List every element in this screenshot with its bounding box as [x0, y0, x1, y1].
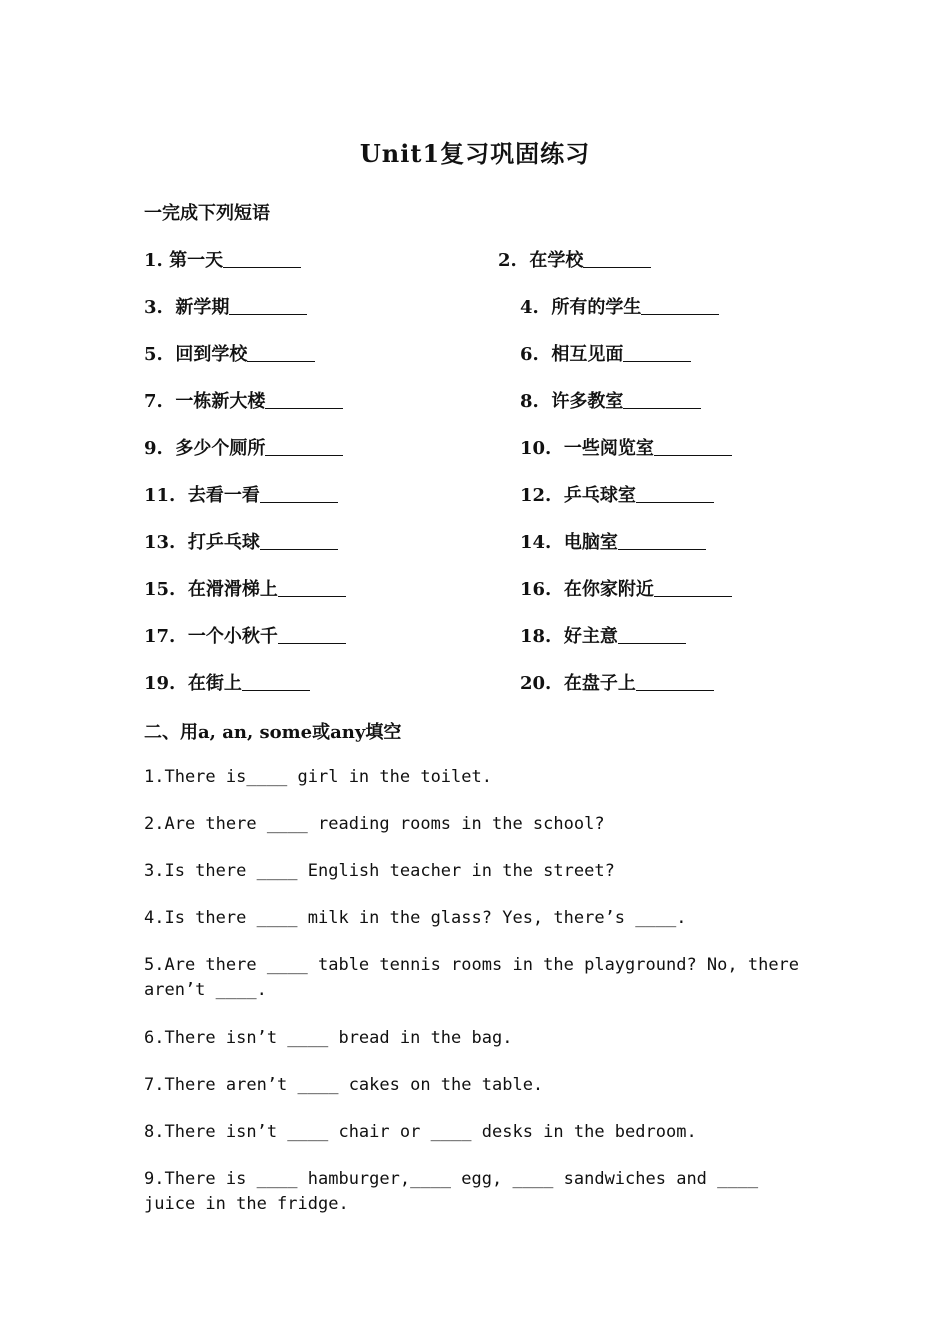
question-item: 5.Are there ____ table tennis rooms in the playground? No, there aren’t ____.: [144, 955, 810, 1000]
phrase-item: 1. 第一天: [144, 246, 301, 272]
answer-blank[interactable]: [265, 390, 343, 409]
answer-blank[interactable]: [242, 672, 310, 691]
phrase-item: 20. 在盘子上: [520, 669, 714, 695]
phrase-item: 7. 一栋新大楼: [144, 387, 343, 413]
phrase-item: 8. 许多教室: [520, 387, 701, 413]
question-item: 4.Is there ____ milk in the glass? Yes, there’s ____.: [144, 908, 687, 928]
answer-blank[interactable]: [278, 625, 346, 644]
worksheet-title: Unit1复习巩固练习: [359, 139, 591, 168]
question-item: 1.There is____ girl in the toilet.: [144, 767, 492, 787]
phrase-item: 13. 打乒乓球: [144, 528, 338, 554]
answer-blank[interactable]: [278, 578, 346, 597]
phrase-item: 5. 回到学校: [144, 340, 315, 366]
phrase-item: 3. 新学期: [144, 293, 307, 319]
answer-blank[interactable]: [247, 343, 315, 362]
answer-blank[interactable]: [623, 390, 701, 409]
answer-blank[interactable]: [618, 625, 686, 644]
phrase-item: 2. 在学校: [498, 246, 651, 272]
question-item: 8.There isn’t ____ chair or ____ desks in the bedroom.: [144, 1122, 697, 1142]
phrase-item: 11. 去看一看: [144, 481, 338, 507]
question-item: 7.There aren’t ____ cakes on the table.: [144, 1075, 544, 1095]
phrase-item: 19. 在街上: [144, 669, 310, 695]
answer-blank[interactable]: [223, 249, 301, 268]
answer-blank[interactable]: [260, 531, 338, 550]
answer-blank[interactable]: [265, 437, 343, 456]
phrase-item: 12. 乒乓球室: [520, 481, 714, 507]
answer-blank[interactable]: [229, 296, 307, 315]
phrase-item: 15. 在滑滑梯上: [144, 575, 346, 601]
phrase-item: 6. 相互见面: [520, 340, 691, 366]
question-item: 9.There is ____ hamburger,____ egg, ____ sandwiches and ____ juice in the fridge.: [144, 1169, 769, 1214]
answer-blank[interactable]: [618, 531, 706, 550]
section-2-heading: 二、用a, an, some或any填空: [144, 722, 402, 743]
phrase-item: 17. 一个小秋千: [144, 622, 346, 648]
answer-blank[interactable]: [636, 484, 714, 503]
phrase-item: 16. 在你家附近: [520, 575, 732, 601]
question-item: 2.Are there ____ reading rooms in the school?: [144, 814, 605, 834]
phrase-item: 10. 一些阅览室: [520, 434, 732, 460]
section-1-heading: 一完成下列短语: [144, 203, 270, 224]
phrase-item: 14. 电脑室: [520, 528, 706, 554]
answer-blank[interactable]: [654, 578, 732, 597]
answer-blank[interactable]: [583, 249, 651, 268]
answer-blank[interactable]: [260, 484, 338, 503]
question-item: 3.Is there ____ English teacher in the street?: [144, 861, 615, 881]
phrase-item: 4. 所有的学生: [520, 293, 719, 319]
question-item: 6.There isn’t ____ bread in the bag.: [144, 1028, 513, 1048]
phrase-item: 9. 多少个厕所: [144, 434, 343, 460]
answer-blank[interactable]: [623, 343, 691, 362]
answer-blank[interactable]: [636, 672, 714, 691]
answer-blank[interactable]: [654, 437, 732, 456]
phrase-item: 18. 好主意: [520, 622, 686, 648]
answer-blank[interactable]: [641, 296, 719, 315]
